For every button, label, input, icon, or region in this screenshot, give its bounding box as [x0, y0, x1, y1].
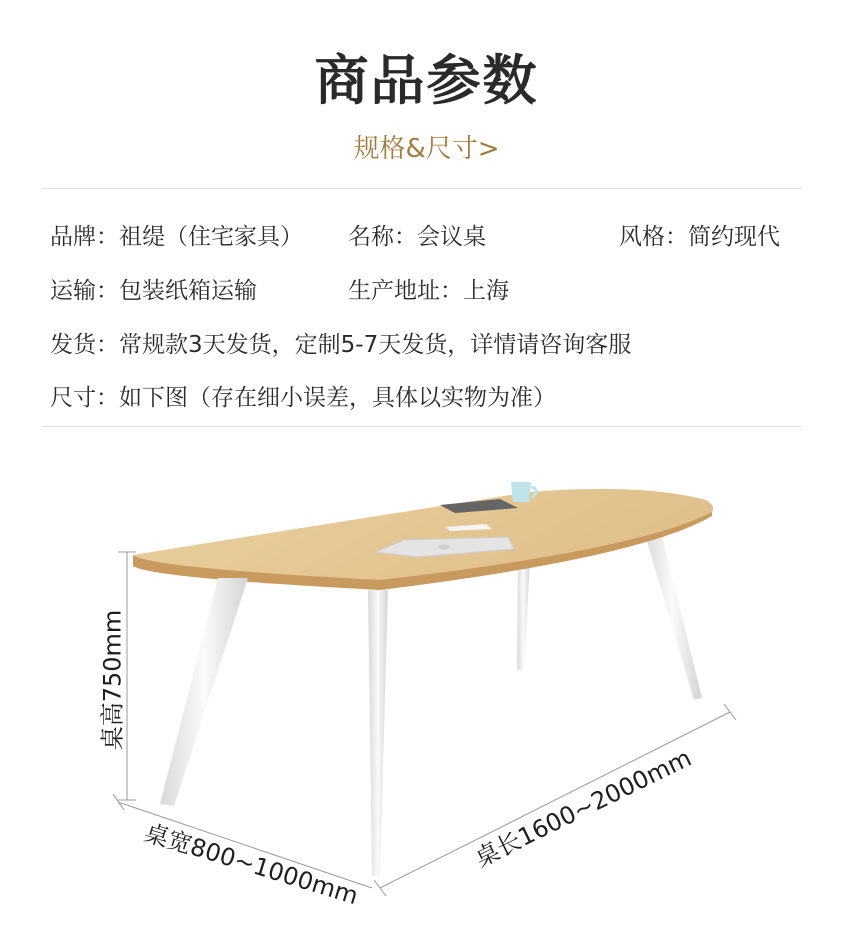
height-label: 桌高750mm: [98, 609, 127, 751]
tabletop: [133, 489, 713, 580]
back-left-leg: [517, 560, 530, 670]
length-label: 桌长1600~2000mm: [470, 743, 696, 873]
mug: [511, 482, 531, 502]
front-left-leg: [160, 578, 248, 806]
back-right-leg: [643, 528, 702, 700]
param-origin: 生产地址：上海: [348, 278, 509, 304]
page-title: 商品参数: [314, 49, 539, 112]
param-style: 风格：简约现代: [619, 224, 780, 250]
param-brand: 品牌：祖缇（住宅家具）: [50, 224, 303, 250]
param-name: 名称：会议桌: [348, 224, 486, 250]
param-shipping: 运输：包装纸箱运输: [50, 278, 257, 304]
width-label: 桌宽800~1000mm: [141, 818, 362, 911]
param-delivery: 发货：常规款3天发货，定制5-7天发货，详情请咨询客服: [50, 332, 632, 358]
param-size: 尺寸：如下图（存在细小误差，具体以实物为准）: [50, 385, 556, 411]
front-right-leg: [368, 590, 388, 876]
section-subtitle: 规格&尺寸>: [353, 134, 500, 164]
